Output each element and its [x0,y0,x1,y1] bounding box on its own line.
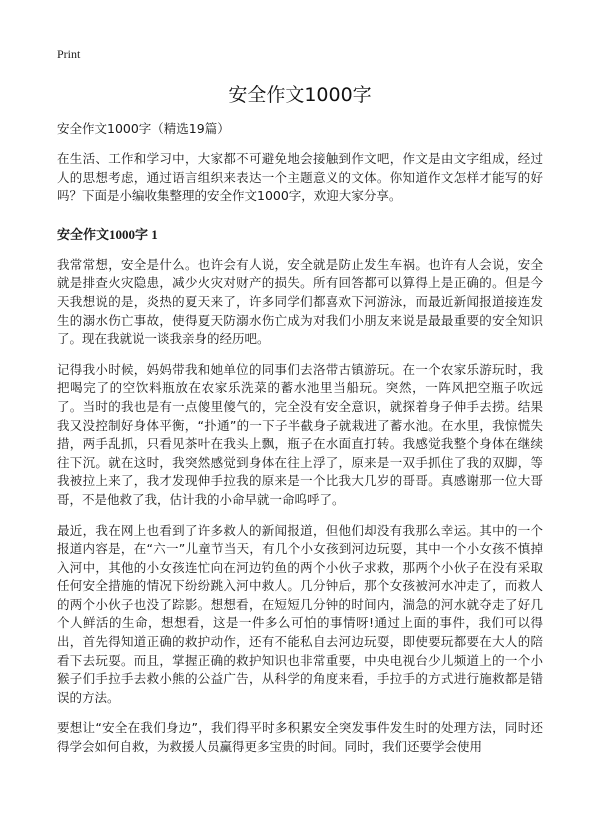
section-heading: 安全作文1000字 1 [57,226,158,242]
page-title: 安全作文1000字 [228,84,372,106]
intro-paragraph: 在生活、工作和学习中，大家都不可避免地会接触到作文吧，作文是由文字组成，经过人的思想考虑，通过语言组织来表达一个主题意义的文体。你知道作文怎样才能写的好吗？下面是小编收集整理的安全作文1000字，欢迎大家分享。 [57,151,543,204]
print-link[interactable]: Print [57,47,81,61]
paragraph-2: 记得我小时候，妈妈带我和她单位的同事们去洛带古镇游玩。在一个农家乐游玩时，我把喝完了的空饮料瓶放在农家乐洗菜的蓄水池里当船玩。突然，一阵风把空瓶子吹远了。当时的我也是有一点傻里傻气的，完全没有安全意识，就探着身子伸手去捞。结果我又没控制好身体平衡，“扑通”的一下子半截身子就栽进了蓄水池。在水里，我惊慌失措，两手乱抓，只看见茶叶在我头上飘，瓶子在水面直打转。我感觉我整个身体在继续往下沉。就在这时，我突然感觉到身体在往上浮了，原来是一双手抓住了我的双脚，等我被拉上来了，我才发现伸手拉我的原来是一个比我大几岁的哥哥。真感谢那一位大哥哥，不是他救了我，估计我的小命早就一命呜呼了。 [57,361,543,507]
article-body [57,120,543,769]
article-subtitle: 安全作文1000字（精选19篇） [57,121,230,136]
paragraph-1: 我常常想，安全是什么。也许会有人说，安全就是防止发生车祸。也许有人会说，安全就是排查火灾隐患，减少火灾对财产的损失。所有回答都可以算得上是正确的。但是今天我想说的是，炎热的夏天来了，许多同学们都喜欢下河游泳，而最近新闻报道接连发生的溺水伤亡事故，使得夏天防溺水伤亡成为对我们小朋友来说是最最重要的安全知识了。现在我就说一谈我亲身的经历吧。 [57,256,543,347]
paragraph-4: 要想让“安全在我们身边”，我们得平时多积累安全突发事件发生时的处理方法，同时还得学会如何自救，为救援人员赢得更多宝贵的时间。同时，我们还要学会使用 [57,720,543,755]
paragraph-3: 最近，我在网上也看到了许多救人的新闻报道，但他们却没有我那么幸运。其中的一个报道内容是，在“六一”儿童节当天，有几个小女孩到河边玩耍，其中一个小女孩不慎掉入河中，其他的小女孩连忙向在河边钓鱼的两个小伙子求救，那两个小伙子在没有采取任何安全措施的情况下纷纷跳入河中救人。几分钟后，那个女孩被河水冲走了，而救人的两个小伙子也没了踪影。想想看，在短短几分钟的时间内，湍急的河水就夺走了好几个人鲜活的生命，想想看，这是一件多么可怕的事情呀!通过上面的事件，我们可以得出，首先得知道正确的救护动作，还有不能私自去河边玩耍，即使要玩都要在大人的陪看下去玩耍。而且，掌握正确的救护知识也非常重要，中央电视台少儿频道上的一个小猴子们手拉手去救小熊的公益广告，从科学的角度来看，手拉手的方式进行施救都是错误的方法。 [57,522,543,705]
